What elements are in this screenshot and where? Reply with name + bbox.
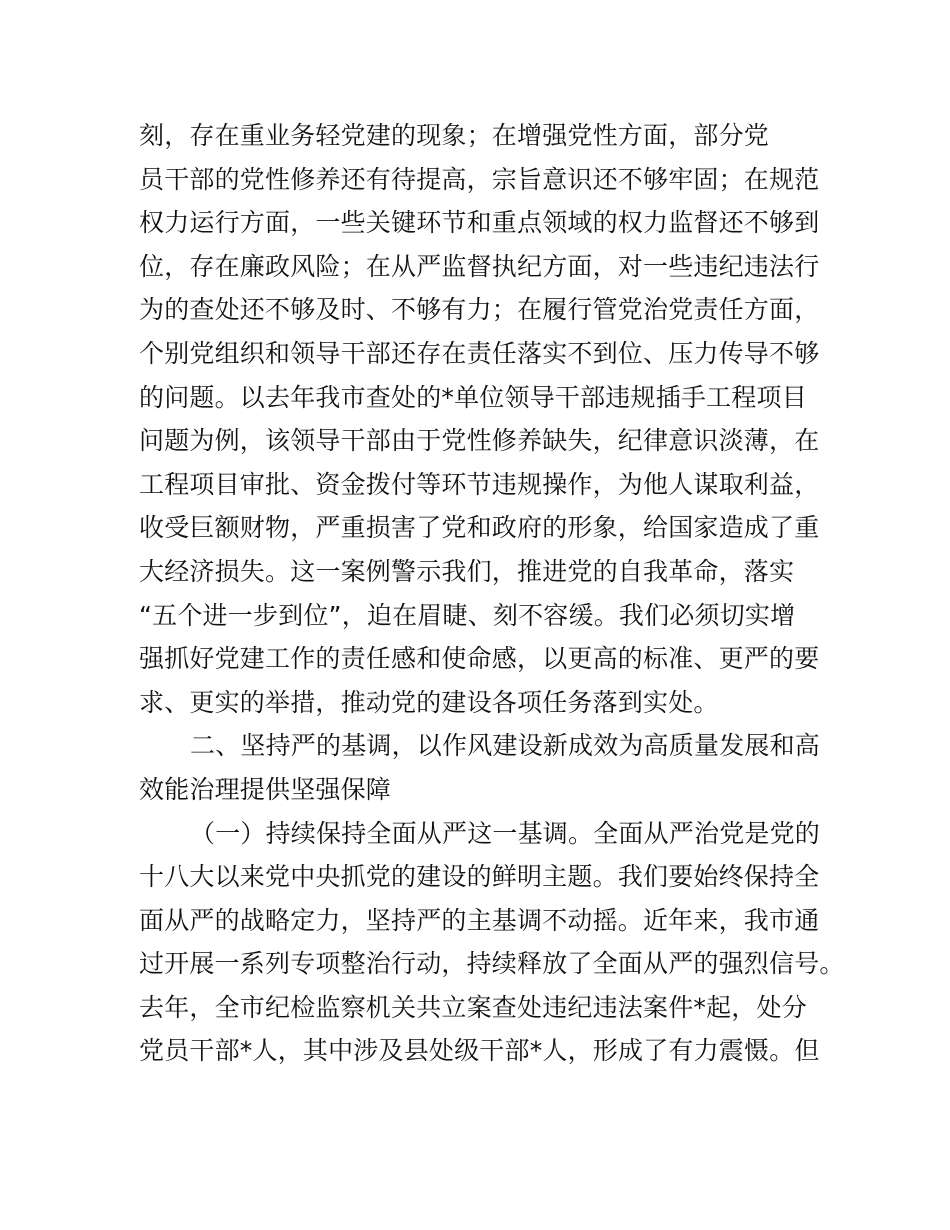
text-line: 员干部的党性修养还有待提高，宗旨意识还不够牢固；在规范 bbox=[139, 164, 820, 194]
text-line: “五个进一步到位”，迫在眉睫、刻不容缓。我们必须切实增 bbox=[139, 600, 796, 630]
text-line: 问题为例，该领导干部由于党性修养缺失，纪律意识淡薄，在 bbox=[139, 426, 820, 456]
subsection-paragraph bbox=[139, 812, 845, 1074]
text-line: 为的查处还不够及时、不够有力；在履行管党治党责任方面， bbox=[139, 295, 820, 325]
text-line: 过开展一系列专项整治行动，持续释放了全面从严的强烈信号。 bbox=[139, 949, 845, 979]
text-line: 的问题。以去年我市查处的*单位领导干部违规插手工程项目 bbox=[139, 382, 807, 412]
text-line: 个别党组织和领导干部还存在责任落实不到位、压力传导不够 bbox=[139, 338, 820, 368]
heading-line: 二、坚持严的基调，以作风建设新成效为高质量发展和高 bbox=[190, 731, 821, 761]
text-line: 求、更实的举措，推动党的建设各项任务落到实处。 bbox=[139, 687, 719, 717]
body-text bbox=[139, 114, 845, 1073]
text-line: 大经济损失。这一案例警示我们，推进党的自我革命，落实 bbox=[139, 556, 795, 586]
heading-line: 效能治理提供坚强保障 bbox=[139, 774, 392, 804]
section-heading bbox=[139, 724, 819, 811]
text-line: 面从严的战略定力，坚持严的主基调不动摇。近年来，我市通 bbox=[139, 905, 820, 935]
paragraph-continuation bbox=[139, 114, 819, 724]
text-line: 强抓好党建工作的责任感和使命感，以更高的标准、更严的要 bbox=[139, 644, 820, 674]
text-line: （一）持续保持全面从严这一基调。全面从严治党是党的 bbox=[190, 818, 821, 848]
text-line: 十八大以来党中央抓党的建设的鲜明主题。我们要始终保持全 bbox=[139, 862, 820, 892]
text-line: 权力运行方面，一些关键环节和重点领域的权力监督还不够到 bbox=[139, 208, 820, 238]
text-line: 去年，全市纪检监察机关共立案查处违纪违法案件*起，处分 bbox=[139, 992, 807, 1022]
text-line: 党员干部*人，其中涉及县处级干部*人，形成了有力震慑。但 bbox=[139, 1036, 820, 1066]
text-line: 位，存在廉政风险；在从严监督执纪方面，对一些违纪违法行 bbox=[139, 251, 820, 281]
text-line: 刻，存在重业务轻党建的现象；在增强党性方面，部分党 bbox=[139, 121, 770, 150]
text-line: 工程项目审批、资金拨付等环节违规操作，为他人谋取利益， bbox=[139, 469, 820, 499]
text-line: 收受巨额财物，严重损害了党和政府的形象，给国家造成了重 bbox=[139, 513, 820, 543]
